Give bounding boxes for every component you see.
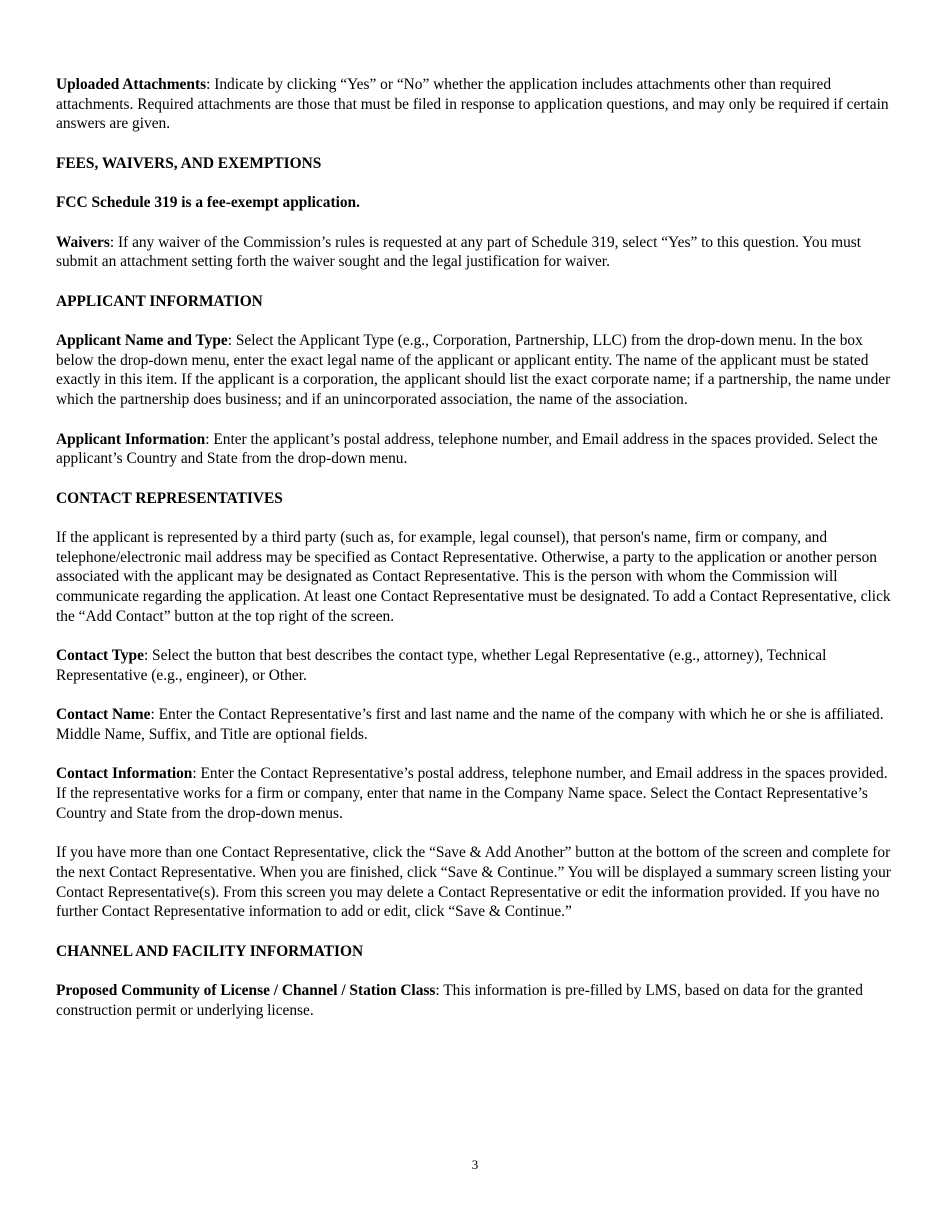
paragraph-lead: Waivers	[56, 233, 110, 251]
section-heading-contacts: CONTACT REPRESENTATIVES	[56, 489, 283, 507]
paragraph-lead: Applicant Name and Type	[56, 332, 228, 350]
section-heading-applicant: APPLICANT INFORMATION	[56, 292, 263, 310]
contact-information-paragraph	[56, 764, 896, 823]
paragraph-body: : Enter the applicant’s postal address, telephone number, and Email address in the spaces provided. Select the applicant’s Country and State from the drop-down menu.	[56, 430, 878, 468]
document-body	[56, 75, 896, 1040]
waivers-paragraph	[56, 233, 896, 272]
section-heading-channel-facility: CHANNEL AND FACILITY INFORMATION	[56, 942, 364, 960]
applicant-information-paragraph	[56, 430, 896, 469]
paragraph-body: : Indicate by clicking “Yes” or “No” whether the application includes attachments other than required attachments. Required attachments are those that must be filed in response to application questions, and may only be required if certain answers are given.	[56, 76, 889, 133]
paragraph-body: : Select the button that best describes the contact type, whether Legal Representative (e.g., attorney), Technical Representative (e.g., engineer), or Other.	[56, 647, 827, 684]
paragraph-body: : Select the Applicant Type (e.g., Corporation, Partnership, LLC) from the drop-down menu. In the box below the drop-down menu, enter the exact legal name of the applicant or applicant entity. The name of the applicant must be stated exactly in this item. If the applicant is a corporation, the applicant should list the exact corporate name; if a partnership, the name under which the partnership does business; and if an unincorporated association, the name of the association.	[56, 332, 891, 409]
applicant-name-type-paragraph	[56, 331, 896, 410]
uploaded-attachments-paragraph	[56, 75, 896, 134]
contact-name-paragraph	[56, 705, 896, 744]
paragraph-body: : Enter the Contact Representative’s first and last name and the name of the company with which he or she is affiliated. Middle Name, Suffix, and Title are optional fields.	[56, 706, 884, 744]
paragraph-lead: Proposed Community of License / Channel / Station Class	[56, 982, 436, 1000]
paragraph-body: : If any waiver of the Commission’s rules is requested at any part of Schedule 319, select “Yes” to this question. You must submit an attachment setting forth the waiver sought and the legal justification for waiver.	[56, 233, 862, 271]
page-number: 3	[471, 1157, 479, 1172]
paragraph-lead: Contact Name	[56, 706, 151, 724]
contact-representatives-paragraph	[56, 528, 896, 627]
paragraph-body: If the applicant is represented by a third party (such as, for example, legal counsel), that person's name, firm or company, and telephone/electronic mail address may be specified as Contact Representative. Otherwise, a party to the application or another person associated with the applicant may be designated as Contact Representative. This is the person with whom the Commission will communicate regarding the application. At least one Contact Representative must be designated. To add a Contact Representative, click the “Add Contact” button at the top right of the screen.	[56, 529, 891, 625]
contact-type-paragraph	[56, 646, 896, 685]
paragraph-body: : This information is pre-filled by LMS, based on data for the granted construction permit or underlying license.	[56, 982, 863, 1019]
paragraph-lead: Applicant Information	[56, 430, 206, 448]
paragraph-body: If you have more than one Contact Representative, click the “Save & Add Another” button at the bottom of the screen and complete for the next Contact Representative. When you are finished, click “Save & Continue.” You will be displayed a summary screen listing your Contact Representative(s). From this screen you may delete a Contact Representative or edit the information provided. If you have no further Contact Representative information to add or edit, click “Save & Continue.”	[56, 844, 891, 921]
proposed-community-paragraph	[56, 981, 896, 1020]
paragraph-lead: Uploaded Attachments	[56, 76, 207, 93]
multiple-contacts-paragraph	[56, 843, 896, 922]
section-heading-fees: FEES, WAIVERS, AND EXEMPTIONS	[56, 154, 322, 172]
paragraph-lead: Contact Type	[56, 647, 144, 665]
fee-exempt-statement: FCC Schedule 319 is a fee-exempt application.	[56, 194, 360, 212]
paragraph-lead: Contact Information	[56, 765, 193, 783]
paragraph-body: : Enter the Contact Representative’s postal address, telephone number, and Email address in the spaces provided. If the representative works for a firm or company, enter that name in the Company Name space. Select the Contact Representative’s Country and State from the drop-down menus.	[56, 765, 888, 822]
